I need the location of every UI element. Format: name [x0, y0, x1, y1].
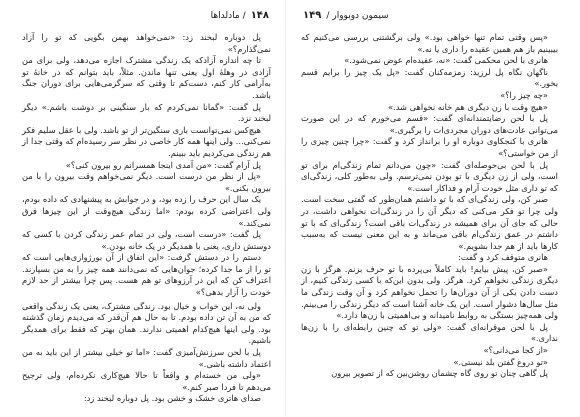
paragraph: هانری با لحن محکمی گفت: «نه، عقیده‌ام عوض نمی‌شود.»: [344, 55, 548, 66]
paragraph: «ولی من خسته‌ام و واقعاً تا حالا هیچ‌کاری نکرده‌ام، ولی ترجیح می‌دهم تا فردا صبر کنم.»: [22, 370, 271, 392]
paragraph: «چه چیز را؟»: [500, 89, 548, 100]
left-page-header: [22, 10, 271, 26]
left-running-title: مادلداها: [210, 11, 240, 21]
paragraph: «پس وقتی تمام تنها خواهی بود.» ولی برگشتنی بررسی می‌کنیم که بیبینیم باز هم همین عقیده را داری یا نه.»: [301, 32, 558, 54]
paragraph: پل گاهی چنان تو روی گاه چشمان روشن‌بین که از تصویر بیرون: [331, 368, 548, 379]
paragraph: ناگهان نگاه پل لرزید: زمزمه‌کنان گفت: «پل یک چیز را برایم قسم بخور.»: [301, 66, 558, 89]
paragraph: پل با لحن رضایتمندانه‌ای گفت: «قسم می‌خورم که در این صورت می‌توانی عادت‌های دوران مجردی‌ات را برگیری.»: [301, 113, 558, 135]
paragraph: «تو دروغ گفتن بلد نیستی.»: [453, 356, 548, 367]
paragraph: هیچ‌کس نمی‌توانست باری سنگین‌تر از تو باشد. ولی با عقل سلیم فکر نمی‌کنی... ولی اینها همه کار خاصی در نظر سر رسیده‌ام که وقتی جدا از هم زندگی می‌کردیم باید ببینم.: [22, 124, 271, 158]
paragraph: صدای هاتری خشک و خشن بود. پل دوباره لبخند زد:: [83, 393, 261, 404]
left-page: [0, 0, 285, 417]
paragraph: پل گفت: «درست است، ولی در تمام عمر زندگی کردن با کسی که دوستش داری، یعنی با همدیگر در یک خانه بودن.»: [22, 229, 271, 251]
left-page-body: [22, 32, 271, 405]
paragraph: تا چه اندازه آزادکه یک زندگی مشترک اجازه می‌دهد، ولی برای من آزادی در وهلهٔ اول یعنی تنها ماندن. مثلاً، باید بتوانم که در خانهٔ تو به‌آرامی کار کنم، دست‌کم تا وقتی که سرگرمی‌هایی برای دوران جنگ باشد.: [22, 55, 271, 100]
paragraph: پل آرام گفت: «من آمدی اینجا همسرانم رو بیرون کنی؟»: [65, 159, 261, 170]
paragraph: صبر کن، ولی زندگی‌ای که با تو داشتم همان‌طور که گفتی سخت است. ولی چرا تو فکر می‌کنی که دیگر آن را در زندگی‌ات نخواهی داشت، در حالی که جای آن برای همیشه در زندگی‌ات باقی است؟ زندگی‌ای که با تو داشتم در عمق زندگی‌ام باقی می‌ماند و به این معنی نیست که به‌سبب کارها باید از هم جدا بشویم.»: [301, 194, 558, 251]
paragraph: «از کجا می‌دانی؟»: [483, 345, 548, 356]
right-page-header: [301, 10, 558, 26]
paragraph: هانری متوقف کرد و گفت:: [458, 252, 548, 263]
right-page-number: ۱۴۹: [303, 10, 322, 21]
paragraph: پل با لحن موقرانه‌ای گفت: «ولی تو که چنین رابطه‌ای را با زن‌ها نداری.»: [301, 321, 558, 344]
paragraph: «پل از نظر من درست است. دیگر نمی‌خواهم وقت بیرون را با من بیرون بکنی.»: [22, 171, 271, 193]
paragraph: یک سال این حرف را زده بود، و در جوابش به پیشنهادی که داده بودم، ولی اعتراضی کرده بودم: «اما زندگی هیچ‌وقت از این چیزها فرق نمی‌کند.»: [22, 194, 271, 228]
paragraph: دستم را در دستش گرفت: «این اتفاق از آن بورژوازی‌هایی است که تو را از ما جدا کرده؛ جوان‌هایی که نمی‌دانند همه چیز را به من بسپارند. اعتراف کن که این در آرزوهای تو هم هست. پس چرا بیشتر از حد لازم خودت را آزار بدهی؟»: [22, 252, 271, 298]
paragraph: «صبر کن، پیش بیایم! باید کاملاً بی‌پرده با تو حرف بزنم. هرگز با زن دیگری زندگی نخواهم کرد. هرگز. ولی بدون این‌که با کسی زندگی کنیم، از دست دادن یکی از آن دوران‌ها را تحمل نخواهم کرد و آن وقت زندگی ما مثل سال‌ها دشوار است. این یک خانه آشنا است که دیگر زندگی را می‌بینم. ولی همه‌چیز بستگی به روابط نامیدانه و بی‌اهمیتی با زن‌ها دارد.»: [301, 263, 558, 321]
paragraph: پل با لحن بی‌حوصله‌ای گفت: «چون می‌دانم تمام زندگی‌ام برای تو است، ولی از زن دیگری با تو بودن نمی‌ترسم. ولی به‌طور کلی، زندگی‌ای که تو داری مثل خودت آرام و فداکار است.»: [301, 159, 558, 193]
paragraph: پل با لحن سرزنش‌آمیزی گفت: «اما تو خیلی بیشتر از این باید به من اعتماد داشته باشی.»: [22, 347, 271, 369]
left-page-number: ۱۴۸: [250, 10, 269, 21]
paragraph: «هیچ وقت با زن دیگری هم خانه نخواهی شد.»: [387, 101, 548, 112]
right-header-separator: /: [326, 11, 330, 21]
paragraph: ولی نه، این خواب و خیال بود. زندگی مشترک، یعنی یک زندگی واقعی که من به آن تن داده بودم. تا به حال هم آن‌قدر که می‌دیدم زمان گذشته بود. ولی اینها هیچ‌کدام اهمیتی ندارند. همان بهتر که فقط برای همدیگر باشیم.: [22, 300, 271, 346]
paragraph: پل گفت: «گمانا نمی‌کردم که بار سنگینی بر دوشت باشم.» دیگر لبخند نزد.: [22, 101, 271, 124]
right-page: [285, 0, 580, 417]
left-header-separator: /: [242, 11, 246, 21]
paragraph: پل دوباره لبخند زد: «نمی‌خواهد بهمن بگویی که تو را آزاد نمی‌گذارم؟»: [22, 32, 271, 54]
right-page-body: [301, 32, 558, 380]
right-running-title: سیمون دوبووار: [332, 11, 389, 21]
paragraph: هانری با کنجکاوی دوباره او را برانداز کرد و گفت: «چرا چنین چیزی را از من خواستی؟»: [301, 136, 558, 158]
